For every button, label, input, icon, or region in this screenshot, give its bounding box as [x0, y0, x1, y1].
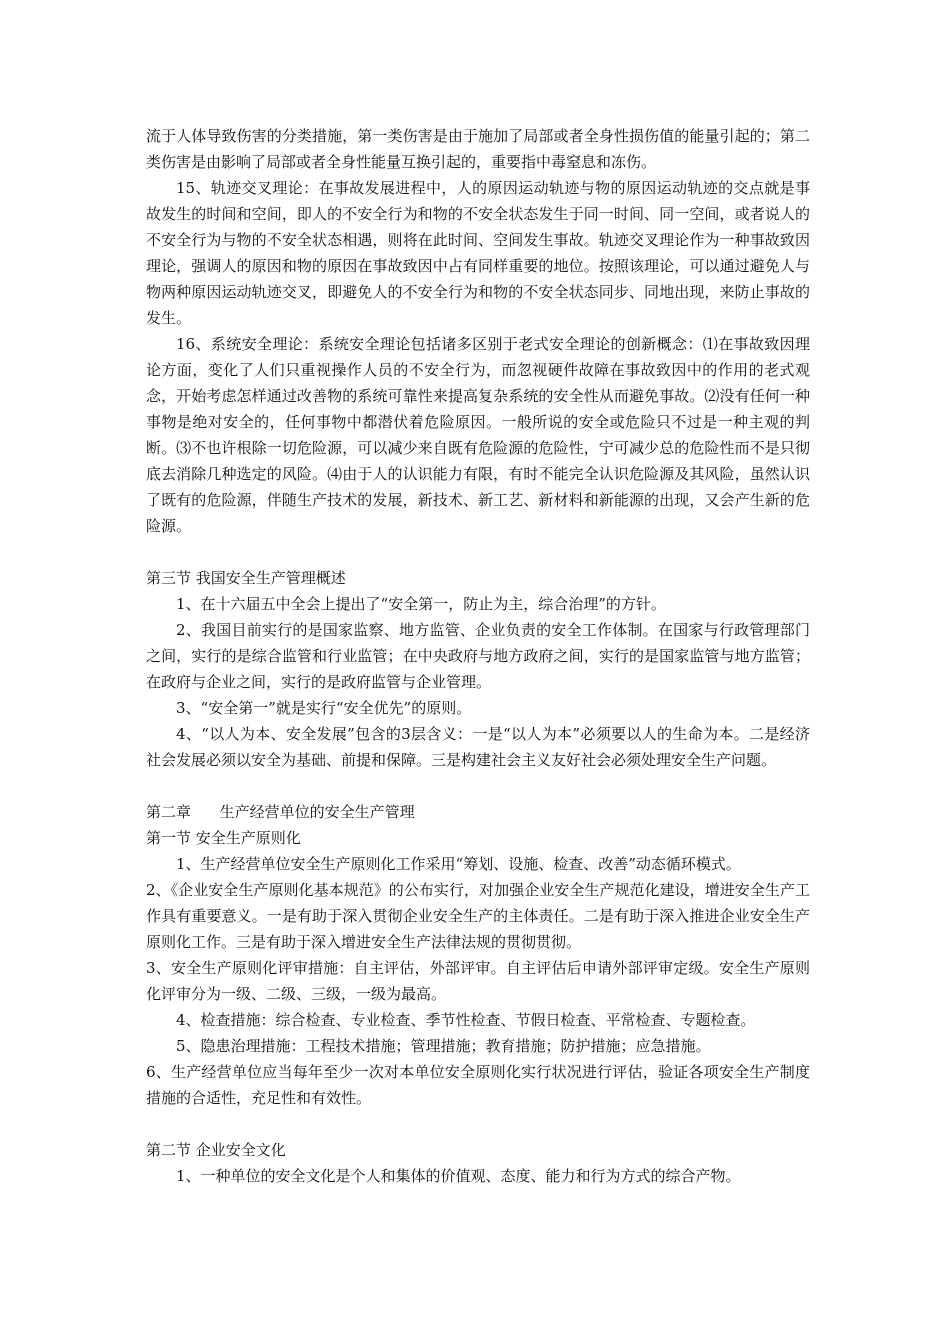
section-gap: [146, 539, 810, 565]
paragraph-review-measures: 3、安全生产原则化评审措施：自主评估，外部评审。自主评估后申请外部评审定级。安全生产原则化评审分为一级、二级、三级，一级为最高。: [146, 959, 810, 1003]
chapter-heading-2: 第二章 生产经营单位的安全生产管理: [146, 803, 415, 821]
paragraph-safety-first: 3、“安全第一”就是实行“安全优先”的原则。: [176, 699, 472, 717]
paragraph-system-safety-theory: 16、系统安全理论：系统安全理论包括诸多区别于老式安全理论的创新概念：⑴在事故致因理论方面，变化了人们只重视操作人员的不安全行为，而忽视硬件故障在事故致因中的作用的老式观念，开始考虑怎样通过改善物的系统可靠性来提高复杂系统的安全性从而避免事故。⑵没有任何一种事物是绝对安全的，任何事物中都潜伏着危险原因。一般所说的安全或危险只不过是一种主观的判断。⑶不也许根除一切危险源，可以减少来自既有危险源的危险性，宁可减少总的危险性而不是只彻底去消除几种选定的风险。⑷由于人的认识能力有限，有时不能完全认识危险源及其风险，虽然认识了既有的危险源，伴随生产技术的发展，新技术、新工艺、新材料和新能源的出现，又会产生新的危险源。: [146, 335, 810, 535]
paragraph-hazard-measures: 5、隐患治理措施：工程技术措施；管理措施；教育措施；防护措施；应急措施。: [176, 1037, 711, 1055]
paragraph-inspection-measures: 4、检查措施：综合检查、专业检查、季节性检查、节假日检查、平常检查、专题检查。: [176, 1011, 756, 1029]
document-page: [146, 123, 810, 1189]
section-heading-1: 第一节 安全生产原则化: [146, 829, 301, 847]
paragraph-annual-evaluation: 6、生产经营单位应当每年至少一次对本单位安全原则化实行状况进行评估，验证各项安全生产制度措施的合适性，充足性和有效性。: [146, 1063, 810, 1107]
section-heading-2: 第二节 企业安全文化: [146, 1141, 286, 1159]
paragraph-energy-injury: 流于人体导致伤害的分类措施，第一类伤害是由于施加了局部或者全身性损伤值的能量引起的；第二类伤害是由影响了局部或者全身性能量互换引起的，重要指中毒窒息和冻伤。: [146, 127, 810, 171]
paragraph-safety-culture: 1、一种单位的安全文化是个人和集体的价值观、态度、能力和行为方式的综合产物。: [176, 1167, 741, 1185]
section-gap: [146, 1111, 810, 1137]
paragraph-policy: 1、在十六届五中全会上提出了“安全第一，防止为主，综合治理”的方针。: [176, 595, 666, 613]
section-gap: [146, 773, 810, 799]
paragraph-trajectory-theory: 15、轨迹交叉理论：在事故发展进程中，人的原因运动轨迹与物的原因运动轨迹的交点就是事故发生的时间和空间，即人的不安全行为和物的不安全状态发生于同一时间、同一空间，或者说人的不安全行为与物的不安全状态相遇，则将在此时间、空间发生事故。轨迹交叉理论作为一种事故致因理论，强调人的原因和物的原因在事故致因中占有同样重要的地位。按照该理论，可以通过避免人与物两种原因运动轨迹交叉，即避免人的不安全行为和物的不安全状态同步、同地出现，来防止事故的发生。: [146, 179, 810, 327]
paragraph-work-system: 2、我国目前实行的是国家监察、地方监管、企业负责的安全工作体制。在国家与行政管理部门之间，实行的是综合监管和行业监管；在中央政府与地方政府之间，实行的是国家监管与地方监管；在政府与企业之间，实行的是政府监管与企业管理。: [146, 621, 810, 691]
paragraph-dynamic-cycle: 1、生产经营单位安全生产原则化工作采用“筹划、设施、检查、改善”动态循环模式。: [176, 855, 741, 873]
section-heading-3: 第三节 我国安全生产管理概述: [146, 569, 346, 587]
paragraph-standard-spec: 2、《企业安全生产原则化基本规范》的公布实行，对加强企业安全生产规范化建设，增进安全生产工作具有重要意义。一是有助于深入贯彻企业安全生产的主体责任。二是有助于深入推进企业安全生产原则化工作。三是有助于深入增进安全生产法律法规的贯彻贯彻。: [146, 881, 810, 951]
paragraph-people-oriented: 4、“以人为本、安全发展”包含的3层含义：一是“以人为本”必须要以人的生命为本。二是经济社会发展必须以安全为基础、前提和保障。三是构建社会主义友好社会必须处理安全生产问题。: [146, 725, 810, 769]
